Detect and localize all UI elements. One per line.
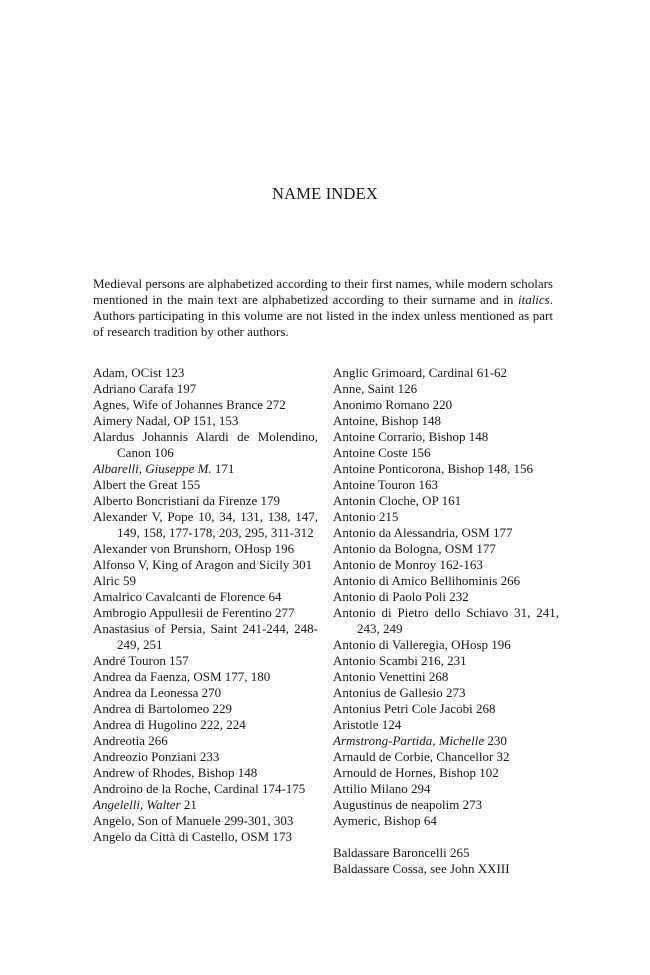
index-entry <box>93 557 318 573</box>
index-entry <box>93 733 318 749</box>
entry-pages: 220 <box>432 397 453 412</box>
entry-name: Andrea da Faenza, OSM <box>93 669 222 684</box>
entry-name: Ambrogio Appullesii de Ferentino <box>93 605 272 620</box>
entry-pages: 155 <box>180 477 201 492</box>
entry-pages: 171 <box>214 461 235 476</box>
entry-name: Andrea di Bartolomeo <box>93 701 210 716</box>
index-entry <box>93 701 318 717</box>
entry-pages: 148, 156 <box>487 461 534 476</box>
entry-name: Angelelli, Walter <box>93 797 181 812</box>
entry-name: Antonio <box>333 509 376 524</box>
entry-pages: 197 <box>176 381 197 396</box>
entry-pages: 294 <box>411 781 431 796</box>
entry-name: Agnes, Wife of Johannes Brance <box>93 397 263 412</box>
entry-name: Alfonso V, King of Aragon and Sicily <box>93 557 290 572</box>
index-entry <box>333 493 559 509</box>
entry-name: Aimery Nadal, OP <box>93 413 190 428</box>
entry-pages: 266 <box>500 573 521 588</box>
entry-pages: 177 <box>492 525 513 540</box>
entry-pages: 124 <box>381 717 402 732</box>
index-entry <box>333 365 559 381</box>
index-entry <box>93 621 318 653</box>
index-entry <box>93 797 318 813</box>
entry-pages: 32 <box>496 749 510 764</box>
entry-name: Alberto Boncristiani da Firenze <box>93 493 258 508</box>
entry-name: Andrew of Rhodes, Bishop <box>93 765 235 780</box>
entry-name: Antonio di Paolo Poli <box>333 589 447 604</box>
letter-gap <box>333 829 559 845</box>
entry-pages: 216, 231 <box>421 653 467 668</box>
entry-pages: 196 <box>274 541 295 556</box>
intro-italic-word: italics <box>517 292 550 307</box>
entry-name: Augustinus de neapolim <box>333 797 460 812</box>
entry-pages: 233 <box>199 749 220 764</box>
entry-pages: 173 <box>272 829 292 844</box>
index-column-right <box>333 365 559 877</box>
entry-pages: 230 <box>487 733 507 748</box>
entry-pages: 162-163 <box>439 557 483 572</box>
entry-pages: 174-175 <box>261 781 306 796</box>
index-entry <box>333 589 559 605</box>
entry-pages: 61-62 <box>476 365 508 380</box>
entry-name: Alexander von Brunshorn, OHosp <box>93 541 272 556</box>
entry-name: Baldassare Baroncelli <box>333 845 447 860</box>
entry-name: Andreotia <box>93 733 145 748</box>
index-entry <box>333 765 559 781</box>
index-entry <box>333 541 559 557</box>
entry-pages: 301 <box>292 557 313 572</box>
entry-pages: 232 <box>449 589 469 604</box>
entry-pages: 156 <box>411 445 431 460</box>
entry-pages: 266 <box>148 733 168 748</box>
index-entry <box>333 573 559 589</box>
entry-pages: 273 <box>462 797 483 812</box>
entry-pages: 10, 34, 131, 138, 147, 149, 158, 177-178, 203, 295, 311-312 <box>117 509 319 540</box>
intro-text-after: . Authors participating in this volume are not listed in the index unless mentioned as part of research tradition by other authors. <box>93 292 553 339</box>
index-entry <box>93 813 318 829</box>
entry-name: Alardus Johannis Alardi de Molendino, Canon <box>93 429 318 460</box>
entry-name: Andrea da Leonessa <box>93 685 199 700</box>
entry-name: Aymeric, Bishop <box>333 813 421 828</box>
entry-name: Armstrong-Partida, Michelle <box>333 733 485 748</box>
entry-pages: 31, 241, 243, 249 <box>357 605 559 636</box>
entry-pages: 123 <box>164 365 185 380</box>
entry-name: Antoine, Bishop <box>333 413 419 428</box>
index-entry <box>333 637 559 653</box>
entry-name: Antonio di Pietro dello Schiavo <box>333 605 509 620</box>
index-entry <box>333 653 559 669</box>
index-entry <box>93 429 318 461</box>
index-entry <box>333 557 559 573</box>
entry-pages: 299-301, 303 <box>224 813 294 828</box>
index-entry <box>93 365 318 381</box>
index-entry <box>333 429 559 445</box>
entry-name: Anne, Saint <box>333 381 395 396</box>
intro-paragraph <box>93 276 553 340</box>
entry-name: Anglic Grimoard, Cardinal <box>333 365 474 380</box>
index-entry <box>93 413 318 429</box>
entry-name: Arnauld de Corbie, Chancellor <box>333 749 494 764</box>
entry-name: Alexander V, Pope <box>93 509 194 524</box>
entry-name: Antonio da Bologna, OSM <box>333 541 474 556</box>
entry-name: Alric <box>93 573 120 588</box>
entry-name: Antonius Petri Cole Jacobi <box>333 701 473 716</box>
entry-pages: 59 <box>122 573 136 588</box>
entry-name: Albarelli, Giuseppe M. <box>93 461 212 476</box>
index-entry <box>333 701 559 717</box>
index-entry <box>93 717 318 733</box>
entry-pages: 196 <box>491 637 511 652</box>
index-entry <box>333 445 559 461</box>
index-entry <box>333 605 559 637</box>
entry-pages: 106 <box>154 445 174 460</box>
index-entry <box>93 461 318 477</box>
entry-pages: 151, 153 <box>192 413 239 428</box>
entry-name: Antoine Corrario, Bishop <box>333 429 466 444</box>
index-entry <box>93 685 318 701</box>
entry-name: Baldassare Cossa, see John XXIII <box>333 861 510 876</box>
entry-name: André Touron <box>93 653 166 668</box>
index-entry <box>93 781 318 797</box>
index-entry <box>333 797 559 813</box>
entry-name: Angelo da Città di Castello, OSM <box>93 829 270 844</box>
entry-pages: 268 <box>428 669 449 684</box>
entry-pages: 270 <box>201 685 222 700</box>
index-entry <box>93 397 318 413</box>
entry-name: Arnould de Hornes, Bishop <box>333 765 476 780</box>
index-column-left <box>93 365 318 845</box>
index-entry <box>333 669 559 685</box>
entry-name: Andreozio Ponziani <box>93 749 197 764</box>
entry-pages: 148 <box>468 429 489 444</box>
entry-pages: 64 <box>423 813 437 828</box>
index-entry <box>333 861 559 877</box>
index-entry <box>93 509 318 541</box>
index-entry <box>93 605 318 621</box>
index-entry <box>93 765 318 781</box>
entry-name: Antonio da Alessandria, OSM <box>333 525 490 540</box>
entry-name: Androino de la Roche, Cardinal <box>93 781 259 796</box>
entry-pages: 148 <box>237 765 258 780</box>
entry-name: Antonio Scambi <box>333 653 418 668</box>
entry-pages: 148 <box>421 413 441 428</box>
index-entry <box>333 781 559 797</box>
index-entry <box>93 573 318 589</box>
entry-pages: 64 <box>268 589 282 604</box>
entry-name: Antoine Coste <box>333 445 408 460</box>
index-entry <box>333 461 559 477</box>
entry-name: Antonius de Gallesio <box>333 685 443 700</box>
entry-pages: 177 <box>476 541 496 556</box>
index-entry <box>93 829 318 845</box>
entry-pages: 161 <box>441 493 462 508</box>
intro-text-before: Medieval persons are alphabetized according to their first names, while modern scholars mentioned in the main text are alphabetized according to their surname and in <box>93 276 553 307</box>
entry-pages: 163 <box>418 477 439 492</box>
entry-pages: 268 <box>476 701 496 716</box>
entry-name: Andrea di Hugolino <box>93 717 197 732</box>
entry-pages: 222, 224 <box>200 717 246 732</box>
index-entry <box>333 845 559 861</box>
entry-name: Anastasius of Persia, Saint <box>93 621 238 636</box>
entry-pages: 241-244, 248-249, 251 <box>117 621 318 652</box>
index-entry <box>93 381 318 397</box>
entry-name: Antonio Venettini <box>333 669 426 684</box>
entry-name: Anonimo Romano <box>333 397 430 412</box>
index-entry <box>333 413 559 429</box>
index-entry <box>93 749 318 765</box>
entry-pages: 126 <box>397 381 418 396</box>
index-entry <box>333 381 559 397</box>
entry-name: Adam, OCist <box>93 365 162 380</box>
entry-pages: 277 <box>274 605 295 620</box>
entry-pages: 273 <box>446 685 466 700</box>
entry-name: Antonio de Monroy <box>333 557 437 572</box>
entry-name: Antonin Cloche, OP <box>333 493 439 508</box>
entry-pages: 177, 180 <box>224 669 271 684</box>
entry-pages: 215 <box>378 509 399 524</box>
index-entry <box>333 733 559 749</box>
index-entry <box>93 477 318 493</box>
entry-pages: 265 <box>449 845 470 860</box>
index-entry <box>333 509 559 525</box>
index-entry <box>333 525 559 541</box>
index-entry <box>333 749 559 765</box>
index-entry <box>333 477 559 493</box>
entry-name: Albert the Great <box>93 477 178 492</box>
page-title: NAME INDEX <box>271 184 379 203</box>
index-entry <box>93 541 318 557</box>
entry-name: Antonio di Valleregia, OHosp <box>333 637 489 652</box>
index-entry <box>333 813 559 829</box>
entry-name: Antoine Touron <box>333 477 416 492</box>
entry-pages: 102 <box>479 765 499 780</box>
entry-name: Angelo, Son of Manuele <box>93 813 221 828</box>
index-entry <box>93 669 318 685</box>
entry-pages: 179 <box>260 493 281 508</box>
index-entry <box>93 653 318 669</box>
index-entry <box>93 493 318 509</box>
index-entry <box>333 397 559 413</box>
entry-name: Attilio Milano <box>333 781 408 796</box>
entry-name: Adriano Carafa <box>93 381 174 396</box>
index-entry <box>93 589 318 605</box>
entry-pages: 229 <box>212 701 232 716</box>
entry-name: Aristotle <box>333 717 379 732</box>
index-entry <box>333 717 559 733</box>
entry-pages: 21 <box>183 797 197 812</box>
entry-pages: 272 <box>266 397 286 412</box>
entry-name: Antoine Ponticorona, Bishop <box>333 461 485 476</box>
index-entry <box>333 685 559 701</box>
entry-name: Antonio di Amico Bellihominis <box>333 573 498 588</box>
entry-name: Amalrico Cavalcanti de Florence <box>93 589 266 604</box>
entry-pages: 157 <box>169 653 189 668</box>
